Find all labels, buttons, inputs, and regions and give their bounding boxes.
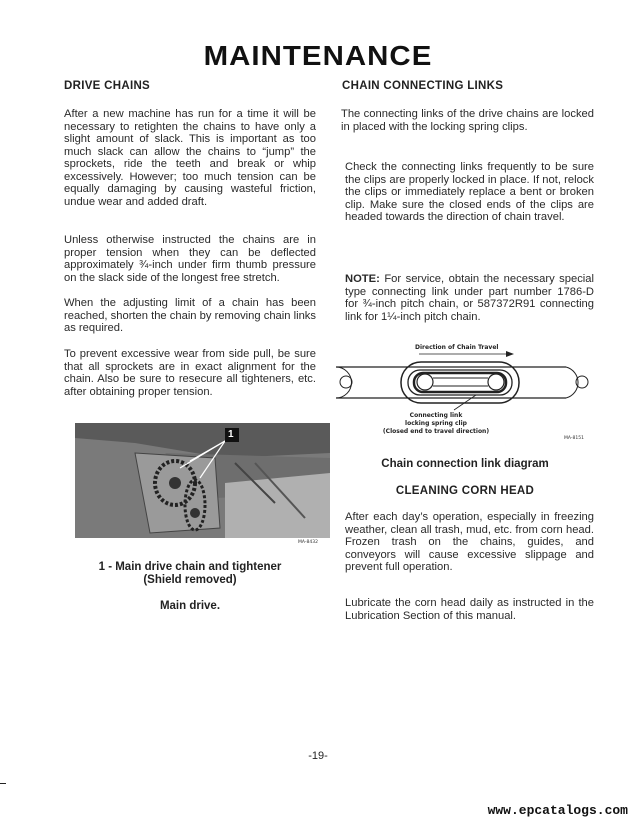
drive-chains-heading xyxy=(64,80,316,92)
watermark-url: www.epcatalogs.com xyxy=(487,803,628,818)
cleaning-corn-head-heading: CLEANING CORN HEAD xyxy=(395,485,535,497)
figure-caption-line-2: (Shield removed) xyxy=(143,574,237,586)
main-drive-illustration xyxy=(75,423,330,538)
main-drive-photo xyxy=(75,423,330,538)
margin-mark xyxy=(0,783,6,784)
connecting-link-label: Connecting link xyxy=(409,412,463,419)
drive-chains-paragraph-4: To prevent excessive wear from side pull, be sure that all sprockets are in exact alignment for the chain. Also be sure to resecure all tighteners, etc. after obtaining proper tension. xyxy=(64,348,316,398)
chain-link-diagram xyxy=(336,340,596,455)
figure-caption-line-1: 1 - Main drive chain and tightener xyxy=(98,561,282,573)
spring-clip-label: locking spring clip xyxy=(405,420,467,427)
photo-reference-code: MA-8432 xyxy=(298,540,318,545)
drive-chains-paragraph-1: After a new machine has run for a time it will be necessary to retighten the chains to have only a slight amount of slack. This is important as too much slack can allow the chains to “jump” the sprockets, ride the teeth and break or whip excessively. However; too much tension can be equally damaging by causing wasteful friction, undue wear and added draft. xyxy=(64,108,316,208)
chain-connecting-links-heading: CHAIN CONNECTING LINKS xyxy=(342,80,504,92)
drive-chains-paragraph-3: When the adjusting limit of a chain has been reached, shorten the chain by removing chain links as required. xyxy=(64,297,316,334)
diagram-reference-code: MA-8151 xyxy=(564,436,584,441)
note-label: NOTE: xyxy=(345,273,380,285)
service-note xyxy=(345,273,594,323)
photo-callout-1: 1 xyxy=(228,429,234,440)
connecting-links-paragraph-1: The connecting links of the drive chains are locked in placed with the locking spring clips. xyxy=(341,108,594,133)
page-number: -19- xyxy=(308,750,328,762)
drive-chains-paragraph-2: Unless otherwise instructed the chains are in proper tension when they can be deflected approximately ¾-inch under firm thumb pressure on the slack side of the longest free stretch. xyxy=(64,234,316,284)
direction-of-travel-label: Direction of Chain Travel xyxy=(415,344,499,351)
chain-link-drawing xyxy=(336,340,596,455)
connecting-links-paragraph-2: Check the connecting links frequently to be sure the clips are properly locked in place. If not, relock the clips or immediately replace a bent or broken clip. Make sure the closed ends of the clips are headed towards the direction of chain travel. xyxy=(345,161,594,223)
closed-end-label: (Closed end to travel direction) xyxy=(382,428,490,435)
page-title: MAINTENANCE xyxy=(203,40,433,71)
diagram-caption: Chain connection link diagram xyxy=(381,458,549,470)
section-heading: DRIVE CHAINS xyxy=(64,80,151,92)
cleaning-paragraph-1: After each day’s operation, especially in freezing weather, clean all trash, mud, etc. from corn head. Frozen trash on the chains, guides, and conveyors will cause excessive slippage and prevent full operation. xyxy=(345,511,594,573)
figure-title-main-drive: Main drive. xyxy=(159,600,221,612)
note-text: For service, obtain the necessary special type connecting link under part number 1786-D for ¾-inch pitch chain, or 587372R91 connecting link for 1¼-inch pitch chain. xyxy=(345,273,594,323)
cleaning-paragraph-2: Lubricate the corn head daily as instructed in the Lubrication Section of this manual. xyxy=(345,597,594,622)
